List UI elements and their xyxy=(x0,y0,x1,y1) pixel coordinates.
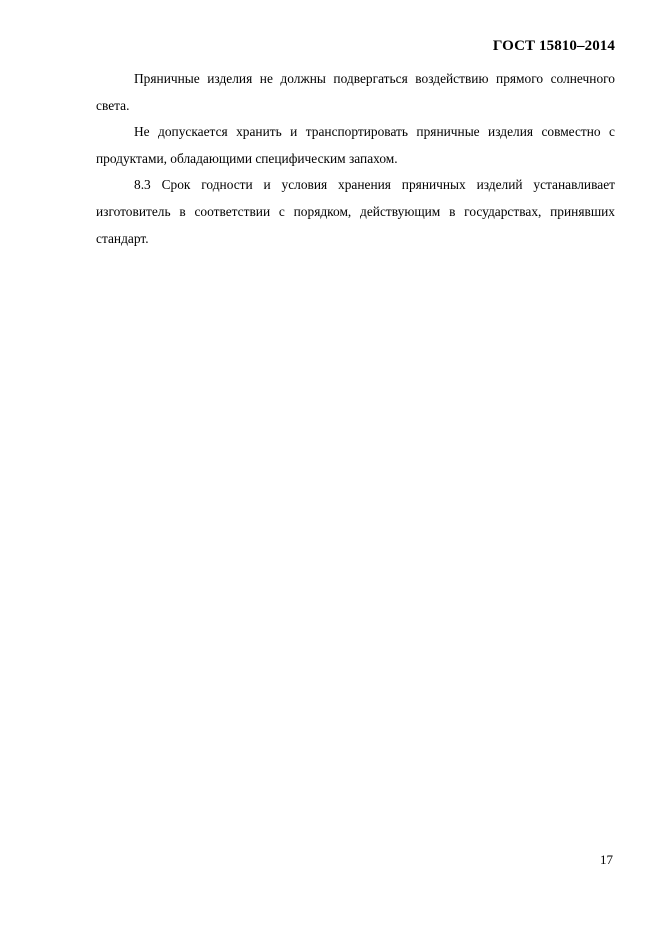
paragraph-storage-odor: Не допускается хранить и транспортировать пряничные изделия совместно с продуктами, обладающими специфическим запахом. xyxy=(96,124,615,166)
page-number: 17 xyxy=(600,852,613,867)
body-text xyxy=(96,66,615,252)
paragraph-shelf-life: 8.3 Срок годности и условия хранения пряничных изделий устанавливает изготовитель в соответствии с порядком, действующим в государствах, принявших стандарт. xyxy=(96,177,615,246)
document-standard-id: ГОСТ 15810–2014 xyxy=(492,38,615,54)
paragraph-storage-light: Пряничные изделия не должны подвергаться воздействию прямого солнечного света. xyxy=(96,71,615,113)
